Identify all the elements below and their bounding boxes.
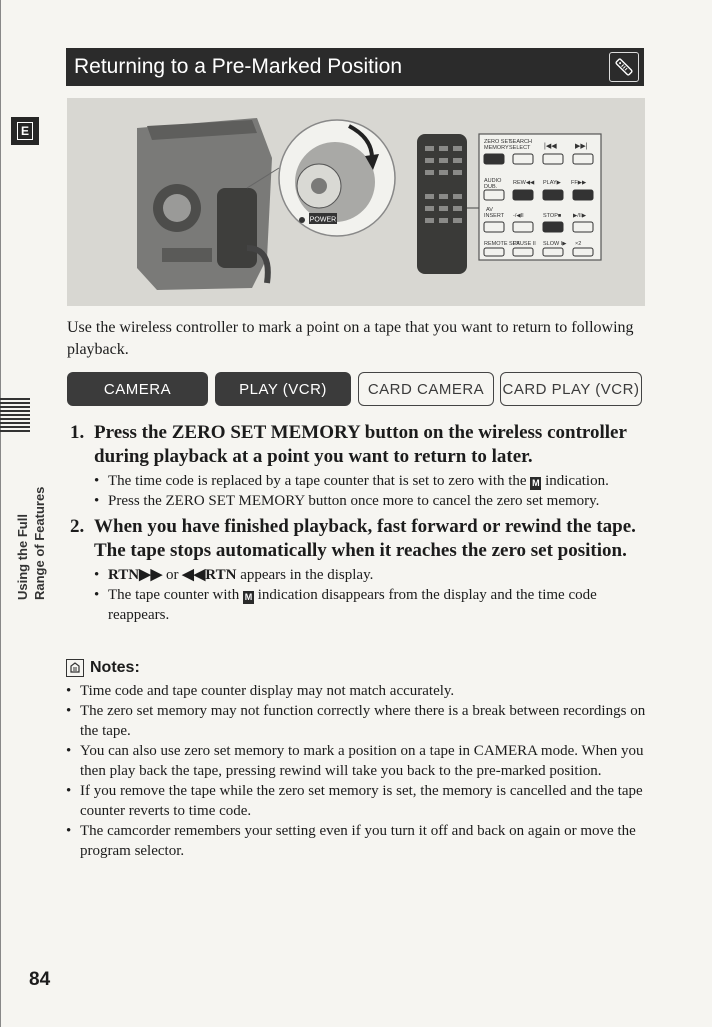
- rtn-rewind-indicator: ◀◀RTN: [182, 567, 237, 583]
- svg-text:STOP■: STOP■: [543, 213, 562, 219]
- svg-text:SEARCH: SEARCH: [509, 139, 532, 145]
- note-item: • You can also use zero set memory to mark a position on a tape in CAMERA mode. When you then play back the tape, pressing rewind will take you back to the pre-marked position.: [66, 741, 646, 781]
- dial-power-label: POWER: [309, 216, 337, 224]
- step-2-heading: When you have finished playback, fast forward or rewind the tape. The tape stops automatically when it reaches the zero set position.: [94, 516, 636, 561]
- notes-title: Notes:: [90, 659, 140, 676]
- zero-set-m-icon: M: [532, 478, 540, 488]
- step-1-bullet-1: • The time code is replaced by a tape counter that is set to zero with the M indication.: [94, 471, 650, 491]
- step-2-number: 2.: [70, 516, 85, 537]
- sidebar-line-2: Range of Features: [32, 486, 47, 600]
- instruction-steps: [70, 421, 650, 629]
- notes-heading: [66, 659, 646, 677]
- illustration-panel: [67, 98, 645, 306]
- svg-text:SELECT: SELECT: [509, 145, 531, 151]
- svg-text:-/◀II: -/◀II: [513, 213, 524, 219]
- rtn-forward-indicator: RTN▶▶: [108, 567, 163, 583]
- svg-text:FF▶▶: FF▶▶: [571, 180, 587, 186]
- camcorder-illustration: [137, 118, 272, 290]
- note-item: • The camcorder remembers your setting even if you turn it off and back on again or move the program selector.: [66, 821, 646, 861]
- svg-text:▶▶|: ▶▶|: [575, 143, 588, 150]
- svg-text:REMOTE SET: REMOTE SET: [484, 241, 520, 247]
- svg-text:PLAY▶: PLAY▶: [543, 180, 561, 186]
- svg-text:ZERO SET: ZERO SET: [484, 139, 512, 145]
- note-item: • If you remove the tape while the zero set memory is set, the memory is cancelled and the tape counter reverts to time code.: [66, 781, 646, 821]
- section-title-bar: [66, 48, 644, 86]
- page-number: 84: [29, 969, 51, 990]
- step-1-number: 1.: [70, 422, 85, 443]
- step-2: [70, 515, 650, 625]
- page-edge: [0, 0, 1, 1027]
- svg-text:▶/II▶: ▶/II▶: [573, 213, 587, 219]
- mode-play-vcr-badge: PLAY (VCR): [215, 372, 351, 406]
- mode-card-camera-badge: CARD CAMERA: [358, 372, 494, 406]
- mode-card-play-vcr-badge: CARD PLAY (VCR): [500, 372, 642, 406]
- page-title: Returning to a Pre-Marked Position: [74, 55, 402, 78]
- svg-text:AUDIO: AUDIO: [484, 178, 502, 184]
- mode-indicator-row: [67, 372, 642, 408]
- remote-control-icon: [609, 52, 639, 82]
- svg-text:INSERT: INSERT: [484, 213, 505, 219]
- svg-text:AV: AV: [486, 207, 493, 213]
- wireless-controller-illustration: [417, 134, 601, 274]
- step-2-bullet-1: • RTN▶▶ or ◀◀RTN appears in the display.: [94, 565, 650, 585]
- svg-text:REW◀◀: REW◀◀: [513, 180, 535, 186]
- notes-icon: [66, 659, 84, 677]
- notes-section: [66, 659, 646, 861]
- step-2-bullet-2: • The tape counter with M indication disappears from the display and the time code reappears.: [94, 585, 650, 625]
- svg-text:DUB.: DUB.: [484, 184, 498, 190]
- sidebar-line-1: Using the Full: [15, 514, 30, 600]
- zero-set-m-icon: M: [244, 592, 253, 602]
- step-1-heading: Press the ZERO SET MEMORY button on the wireless controller during playback at a point you want to return to later.: [94, 422, 627, 467]
- language-tab-label: E: [17, 122, 33, 140]
- note-item: • Time code and tape counter display may not match accurately.: [66, 681, 646, 701]
- svg-text:PAUSE II: PAUSE II: [513, 241, 536, 247]
- step-1-bullet-2: • Press the ZERO SET MEMORY button once more to cancel the zero set memory.: [94, 491, 650, 511]
- camcorder-and-remote-illustration: [67, 98, 645, 306]
- svg-text:MEMORY: MEMORY: [484, 145, 509, 151]
- sidebar-section-label: [14, 400, 50, 600]
- step-1: [70, 421, 650, 511]
- note-item: • The zero set memory may not function correctly where there is a break between recordings on the tape.: [66, 701, 646, 741]
- svg-text:×2: ×2: [575, 241, 582, 247]
- intro-caption: Use the wireless controller to mark a point on a tape that you want to return to following playback.: [67, 319, 634, 358]
- svg-text:|◀◀: |◀◀: [544, 143, 557, 150]
- language-tab: [11, 117, 39, 145]
- mode-camera-badge: CAMERA: [67, 372, 208, 406]
- svg-text:SLOW I▶: SLOW I▶: [543, 241, 567, 247]
